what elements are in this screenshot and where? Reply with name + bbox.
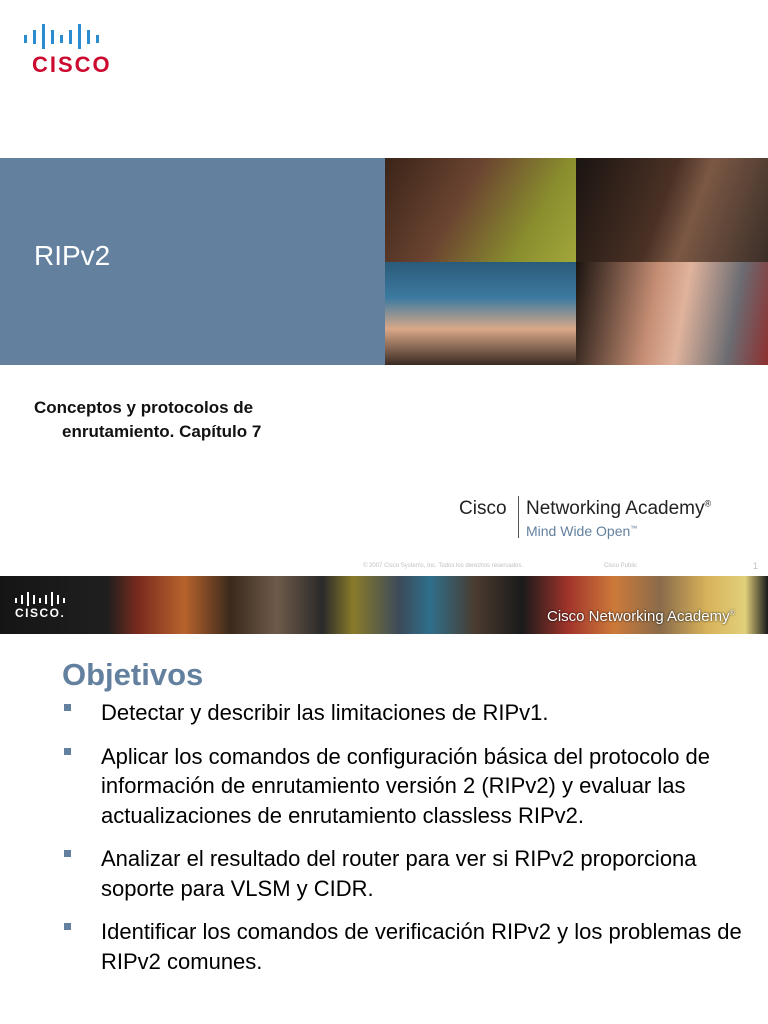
academy-name-text: Networking Academy	[526, 498, 705, 519]
academy-tagline-text: Mind Wide Open	[526, 523, 631, 539]
photo-smiling-hooded-person	[385, 262, 576, 365]
bullet-square-icon	[64, 704, 71, 711]
classification-footer: Cisco Public	[604, 563, 638, 569]
list-item	[64, 917, 754, 976]
banner-cisco-word: CISCO.	[15, 606, 66, 620]
photo-young-man-portrait	[576, 158, 768, 262]
bullet-text: Detectar y describir las limitaciones de RIPv1.	[101, 700, 549, 725]
header-banner	[0, 576, 768, 634]
academy-cisco-word: Cisco	[459, 498, 507, 519]
subtitle-line-1: Conceptos y protocolos de	[34, 398, 254, 417]
cisco-bars-icon	[24, 24, 116, 50]
banner-academy-mark: ®	[729, 610, 735, 617]
list-item	[64, 844, 754, 903]
list-item	[64, 698, 754, 728]
academy-name	[526, 498, 711, 520]
academy-tagline	[526, 523, 637, 539]
cisco-logo	[24, 24, 124, 76]
academy-tm-mark: ™	[630, 525, 638, 533]
bullet-square-icon	[64, 748, 71, 755]
academy-reg-mark: ®	[704, 498, 712, 509]
copyright-footer: © 2007 Cisco Systems, Inc. Todos los derechos reservados.	[363, 563, 524, 569]
banner-cisco-bars-icon	[15, 592, 71, 606]
photo-young-man-skateboard	[385, 158, 576, 262]
photo-smiling-woman	[576, 262, 768, 365]
page-number: 1	[753, 561, 759, 571]
objectives-title: Objetivos	[62, 657, 204, 692]
slide-title: RIPv2	[34, 240, 111, 271]
objectives-list	[64, 698, 754, 990]
banner-cisco-logo	[13, 592, 73, 622]
bullet-square-icon	[64, 850, 71, 857]
subtitle	[34, 396, 261, 444]
list-item	[64, 742, 754, 831]
bullet-square-icon	[64, 923, 71, 930]
bullet-text: Identificar los comandos de verificación RIPv2 y los problemas de RIPv2 comunes.	[101, 919, 742, 974]
photo-collage	[385, 158, 768, 365]
networking-academy-logo	[459, 496, 749, 540]
bullet-text: Aplicar los comandos de configuración básica del protocolo de información de enrutamiento versión 2 (RIPv2) y evaluar las actualizaciones de enrutamiento classless RIPv2.	[101, 743, 711, 828]
academy-divider	[518, 496, 519, 538]
bullet-text: Analizar el resultado del router para ver si RIPv2 proporciona soporte para VLSM y CIDR.	[101, 846, 697, 901]
cisco-logo-word: CISCO	[32, 52, 112, 77]
banner-academy-name: Cisco Networking Academy	[547, 608, 730, 625]
banner-academy-text	[547, 608, 735, 625]
subtitle-line-2: enrutamiento. Capítulo 7	[62, 422, 262, 441]
